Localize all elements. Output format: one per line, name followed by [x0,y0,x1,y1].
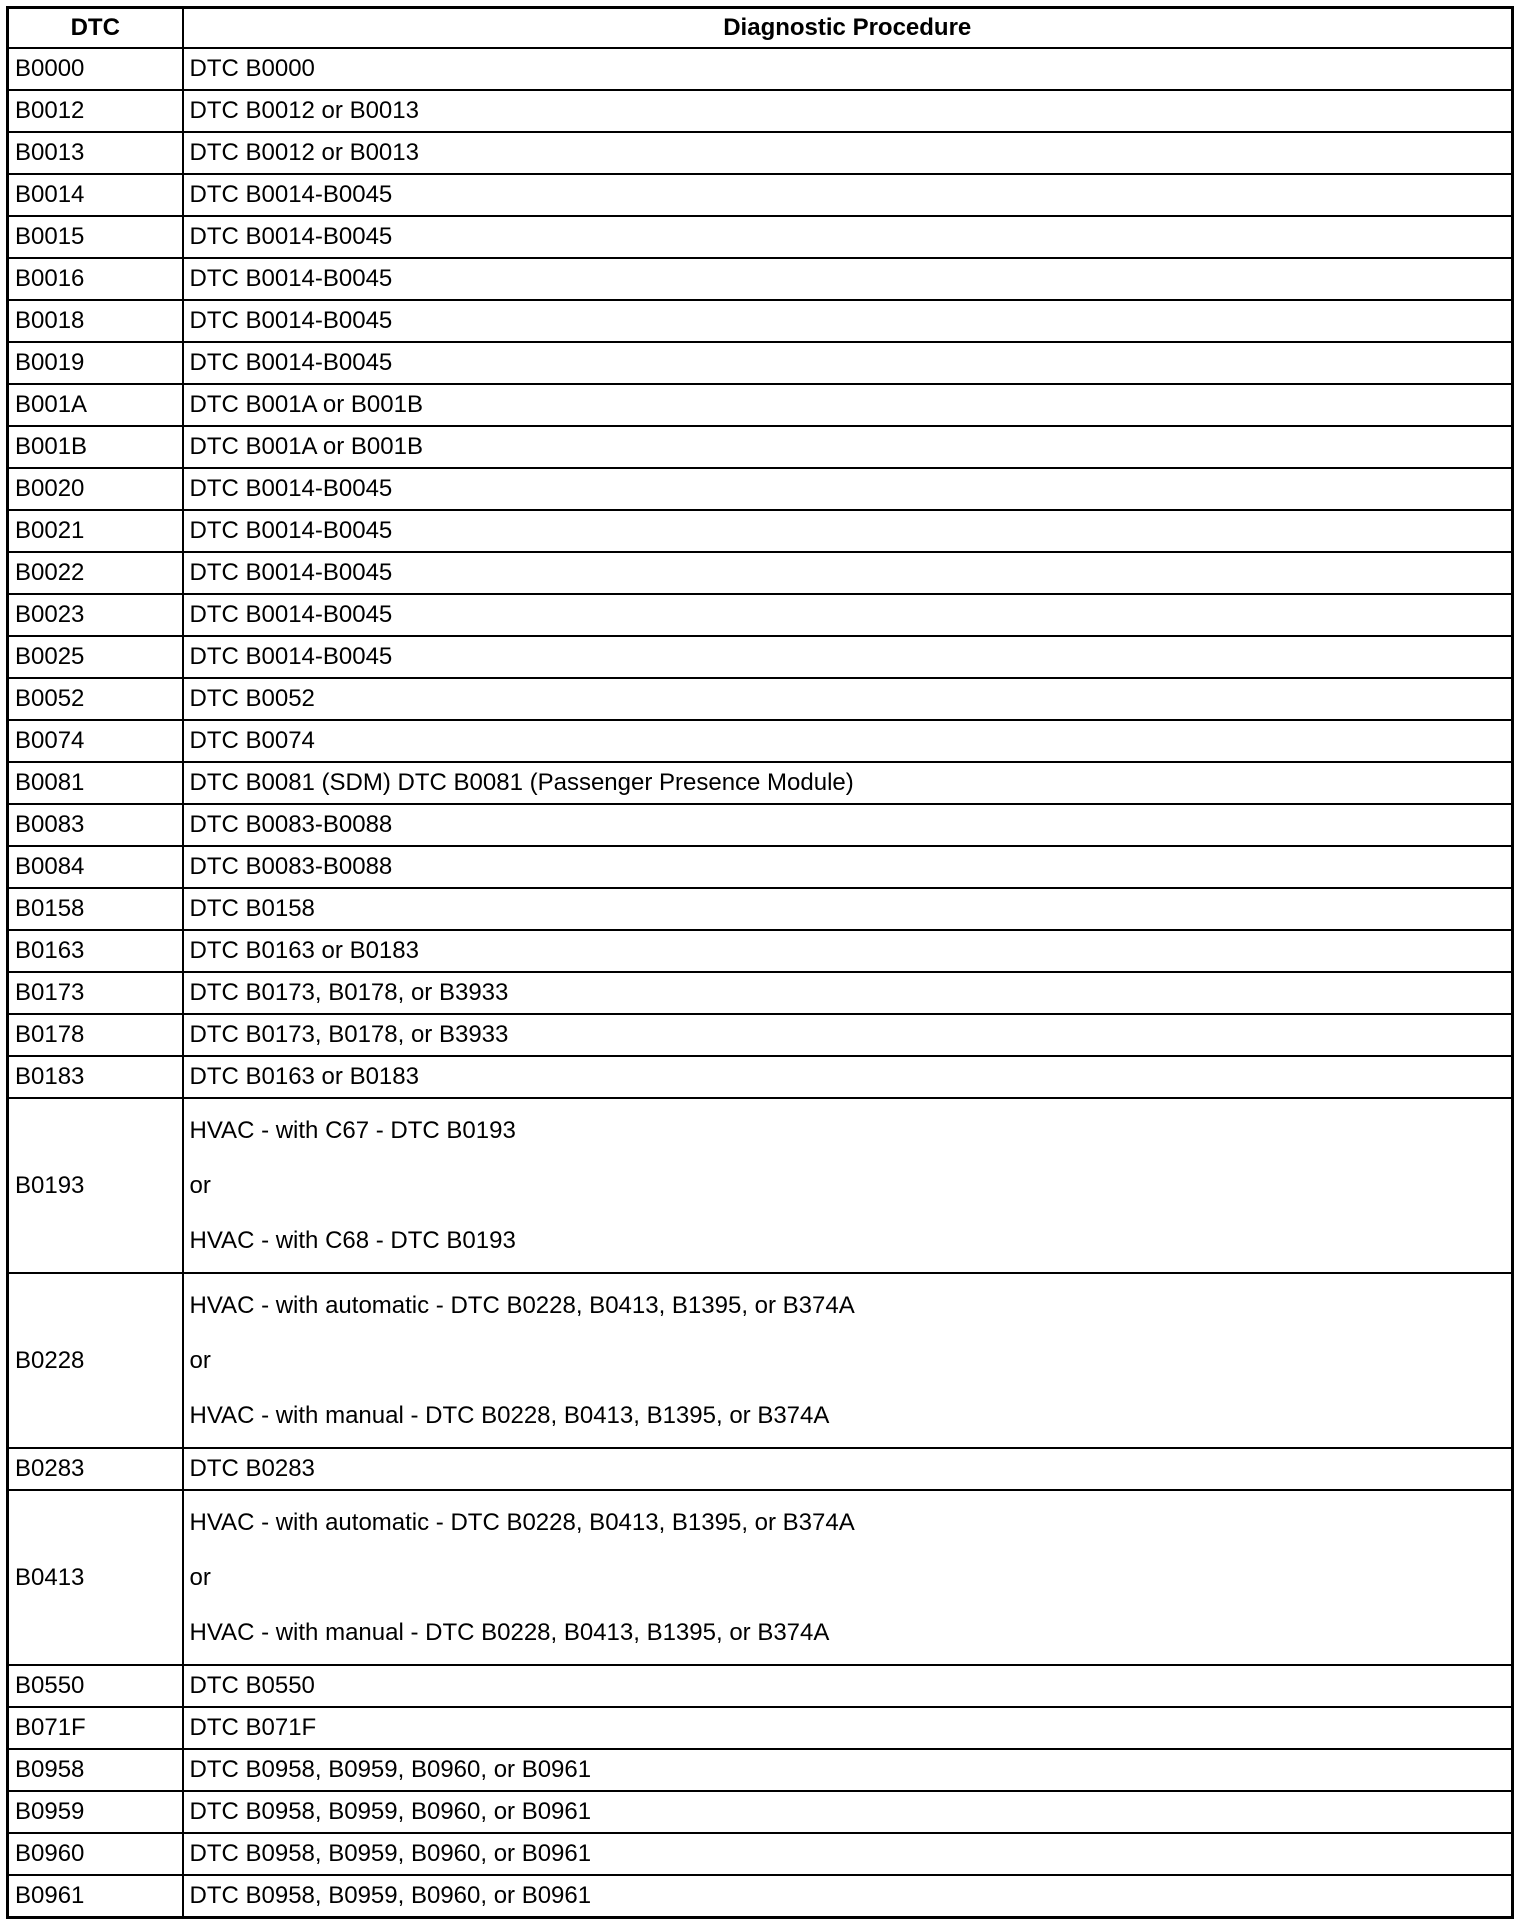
dtc-code-cell: B0550 [8,1665,183,1707]
procedure-line: HVAC - with C67 - DTC B0193 [189,1117,516,1144]
table-body [8,48,1513,1918]
dtc-code-cell: B0961 [8,1875,183,1918]
dtc-code-cell: B0960 [8,1833,183,1875]
procedure-cell: DTC B0083-B0088 [183,804,1513,846]
procedure-cell: DTC B0014-B0045 [183,468,1513,510]
table-row [8,1490,1513,1665]
dtc-code-cell: B0018 [8,300,183,342]
dtc-code-cell: B0178 [8,1014,183,1056]
table-row [8,1014,1513,1056]
procedure-cell: DTC B0014-B0045 [183,552,1513,594]
procedure-cell: DTC B0052 [183,678,1513,720]
procedure-cell: DTC B0014-B0045 [183,216,1513,258]
dtc-code-cell: B0158 [8,888,183,930]
table-row [8,678,1513,720]
table-row [8,48,1513,90]
procedure-cell: DTC B0083-B0088 [183,846,1513,888]
dtc-code-cell: B0000 [8,48,183,90]
dtc-code-cell: B0023 [8,594,183,636]
procedure-line: HVAC - with C68 - DTC B0193 [189,1227,516,1254]
procedure-cell: DTC B0014-B0045 [183,300,1513,342]
procedure-cell: DTC B0000 [183,48,1513,90]
table-row [8,258,1513,300]
table-row [8,384,1513,426]
dtc-code-cell: B0025 [8,636,183,678]
table-row [8,300,1513,342]
procedure-line: HVAC - with manual - DTC B0228, B0413, B1395, or B374A [189,1619,830,1646]
procedure-line: HVAC - with manual - DTC B0228, B0413, B1395, or B374A [189,1402,830,1429]
table-row [8,720,1513,762]
dtc-code-cell: B0014 [8,174,183,216]
table-row [8,762,1513,804]
table-row [8,1833,1513,1875]
procedure-cell: DTC B0173, B0178, or B3933 [183,1014,1513,1056]
table-row [8,174,1513,216]
procedure-cell: DTC B0012 or B0013 [183,90,1513,132]
table-row [8,216,1513,258]
procedure-line: or [189,1347,211,1374]
procedure-cell: DTC B0958, B0959, B0960, or B0961 [183,1791,1513,1833]
table-row [8,804,1513,846]
dtc-code-cell: B0083 [8,804,183,846]
procedure-cell: DTC B001A or B001B [183,426,1513,468]
table-row [8,972,1513,1014]
table-row [8,888,1513,930]
procedure-line: or [189,1564,211,1591]
procedure-line: HVAC - with automatic - DTC B0228, B0413, B1395, or B374A [189,1292,855,1319]
dtc-code-cell: B0022 [8,552,183,594]
dtc-code-cell: B0283 [8,1448,183,1490]
dtc-column-header: DTC [8,8,183,49]
procedure-cell: DTC B0158 [183,888,1513,930]
dtc-code-cell: B0019 [8,342,183,384]
dtc-code-cell: B001A [8,384,183,426]
table-row [8,636,1513,678]
procedure-cell [183,1098,1513,1273]
dtc-code-cell: B0020 [8,468,183,510]
table-row [8,1665,1513,1707]
dtc-code-cell: B0012 [8,90,183,132]
table-row [8,1791,1513,1833]
dtc-code-cell: B0163 [8,930,183,972]
dtc-code-cell: B0074 [8,720,183,762]
dtc-code-cell: B0013 [8,132,183,174]
table-header-row [8,8,1513,49]
dtc-code-cell: B0015 [8,216,183,258]
procedure-cell: DTC B0014-B0045 [183,594,1513,636]
table-row [8,342,1513,384]
table-row [8,468,1513,510]
table-row [8,594,1513,636]
dtc-code-cell: B0959 [8,1791,183,1833]
dtc-code-cell: B0016 [8,258,183,300]
procedure-cell: DTC B001A or B001B [183,384,1513,426]
procedure-cell: DTC B0081 (SDM) DTC B0081 (Passenger Presence Module) [183,762,1513,804]
dtc-code-cell: B0173 [8,972,183,1014]
procedure-cell: DTC B0014-B0045 [183,342,1513,384]
procedure-cell: DTC B0958, B0959, B0960, or B0961 [183,1749,1513,1791]
table-row [8,1056,1513,1098]
dtc-code-cell: B0958 [8,1749,183,1791]
procedure-cell: DTC B0173, B0178, or B3933 [183,972,1513,1014]
dtc-code-cell: B0413 [8,1490,183,1665]
dtc-code-cell: B0052 [8,678,183,720]
table-row [8,426,1513,468]
procedure-cell: DTC B0958, B0959, B0960, or B0961 [183,1833,1513,1875]
table-row [8,846,1513,888]
table-row [8,510,1513,552]
table-row [8,90,1513,132]
procedure-cell: DTC B0012 or B0013 [183,132,1513,174]
table-row [8,1749,1513,1791]
procedure-cell: DTC B0550 [183,1665,1513,1707]
table-row [8,1707,1513,1749]
procedure-cell: DTC B0163 or B0183 [183,1056,1513,1098]
dtc-code-cell: B001B [8,426,183,468]
dtc-table [6,6,1514,1919]
procedure-column-header: Diagnostic Procedure [183,8,1513,49]
dtc-code-cell: B0228 [8,1273,183,1448]
table-row [8,552,1513,594]
dtc-code-cell: B071F [8,1707,183,1749]
procedure-cell: DTC B0014-B0045 [183,258,1513,300]
dtc-code-cell: B0081 [8,762,183,804]
procedure-cell: DTC B0163 or B0183 [183,930,1513,972]
table-row [8,1875,1513,1918]
table-row [8,930,1513,972]
procedure-line: or [189,1172,211,1199]
procedure-cell: DTC B0014-B0045 [183,636,1513,678]
dtc-code-cell: B0193 [8,1098,183,1273]
dtc-code-cell: B0021 [8,510,183,552]
procedure-cell: DTC B0958, B0959, B0960, or B0961 [183,1875,1513,1918]
procedure-line: HVAC - with automatic - DTC B0228, B0413, B1395, or B374A [189,1509,855,1536]
procedure-cell: DTC B0074 [183,720,1513,762]
table-row [8,1273,1513,1448]
table-row [8,132,1513,174]
procedure-cell: DTC B071F [183,1707,1513,1749]
procedure-cell: DTC B0283 [183,1448,1513,1490]
procedure-cell [183,1490,1513,1665]
procedure-cell: DTC B0014-B0045 [183,510,1513,552]
procedure-cell: DTC B0014-B0045 [183,174,1513,216]
table-row [8,1098,1513,1273]
procedure-cell [183,1273,1513,1448]
dtc-code-cell: B0084 [8,846,183,888]
dtc-code-cell: B0183 [8,1056,183,1098]
table-row [8,1448,1513,1490]
